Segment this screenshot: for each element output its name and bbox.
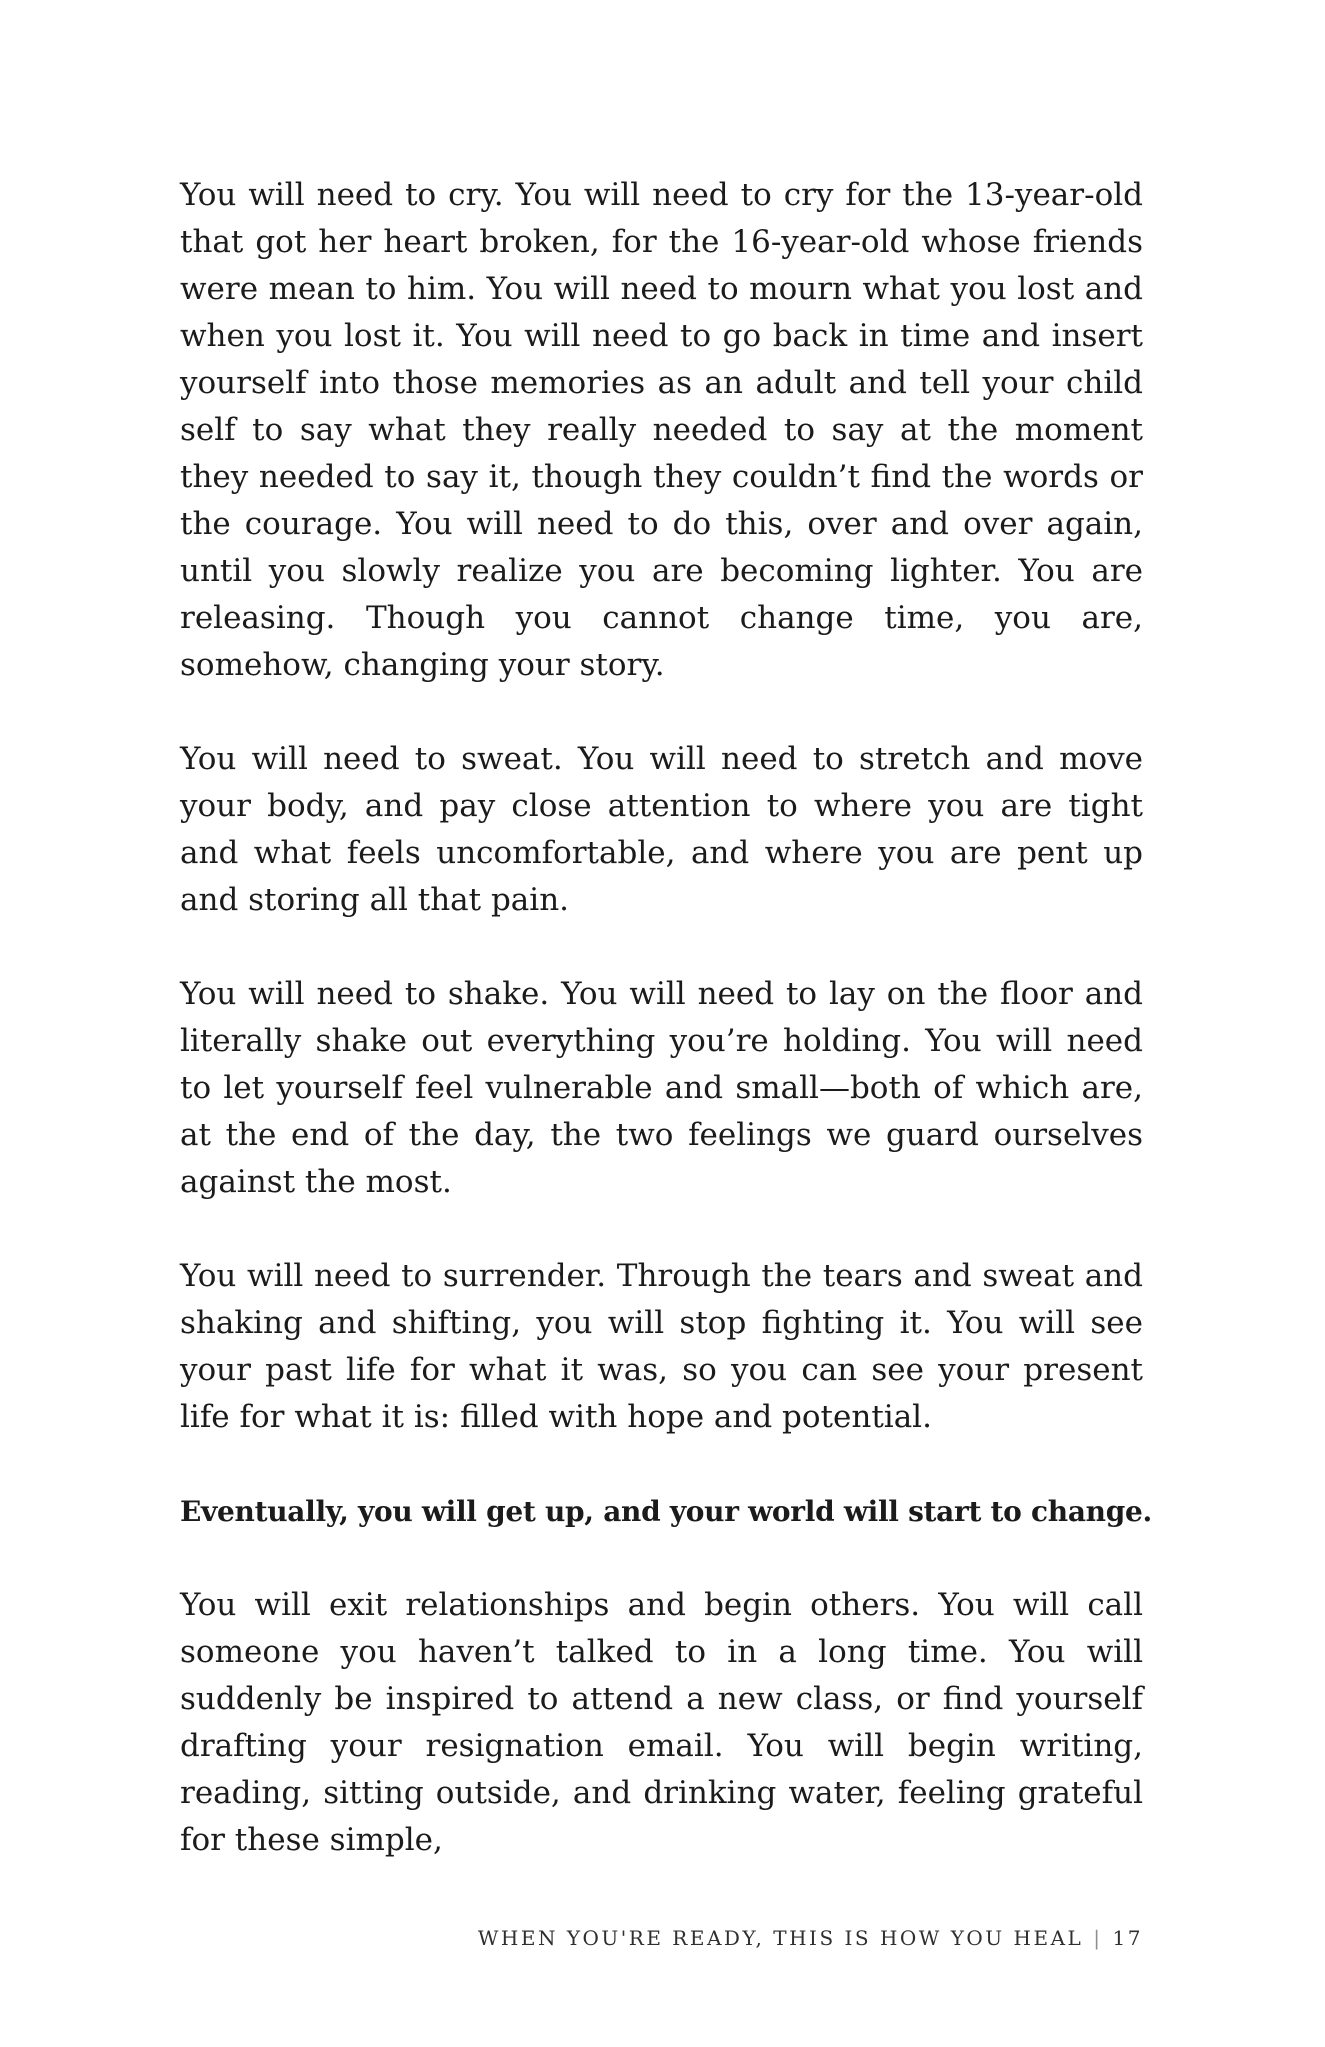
page-body xyxy=(180,172,1152,1911)
paragraph-cry: You will need to cry. You will need to cry for the 13-year-old that got her heart broken, for the 16-year-old whose friends were mean to him. You will need to mourn what you lost and when you lost it. You will need to go back in time and insert yourself into those memories as an adult and tell your child self to say what they really needed to say at the moment they needed to say it, though they couldn’t find the words or the courage. You will need to do this, over and over again, until you slowly realize you are becoming lighter. You are releasing. Though you cannot change time, you are, somehow, changing your story. xyxy=(180,177,1143,683)
footer-separator: | xyxy=(1093,1926,1103,1950)
page-footer xyxy=(478,1926,1143,1950)
paragraph-sweat: You will need to sweat. You will need to stretch and move your body, and pay close attention to where you are tight and what feels uncomfortable, and where you are pent up and storing all that pain. xyxy=(180,741,1143,918)
paragraph-surrender: You will need to surrender. Through the tears and sweat and shaking and shifting, you will stop fighting it. You will see your past life for what it was, so you can see your present life for what it is: filled with hope and potential. xyxy=(180,1258,1143,1435)
paragraph-exit-relationships: You will exit relationships and begin others. You will call someone you haven’t talked to in a long time. You will suddenly be inspired to attend a new class, or find yourself drafting your resignation email. You will begin writing, reading, sitting outside, and drinking water, feeling grateful for these simple, xyxy=(180,1587,1143,1858)
paragraph-shake: You will need to shake. You will need to lay on the floor and literally shake out everything you’re holding. You will need to let yourself feel vulnerable and small—both of which are, at the end of the day, the two feelings we guard ourselves against the most. xyxy=(180,976,1143,1200)
paragraph-eventually-bold: Eventually, you will get up, and your world will start to change. xyxy=(180,1495,1152,1528)
page-number: 17 xyxy=(1112,1926,1143,1950)
running-head-title: WHEN YOU'RE READY, THIS IS HOW YOU HEAL xyxy=(477,1926,1084,1950)
